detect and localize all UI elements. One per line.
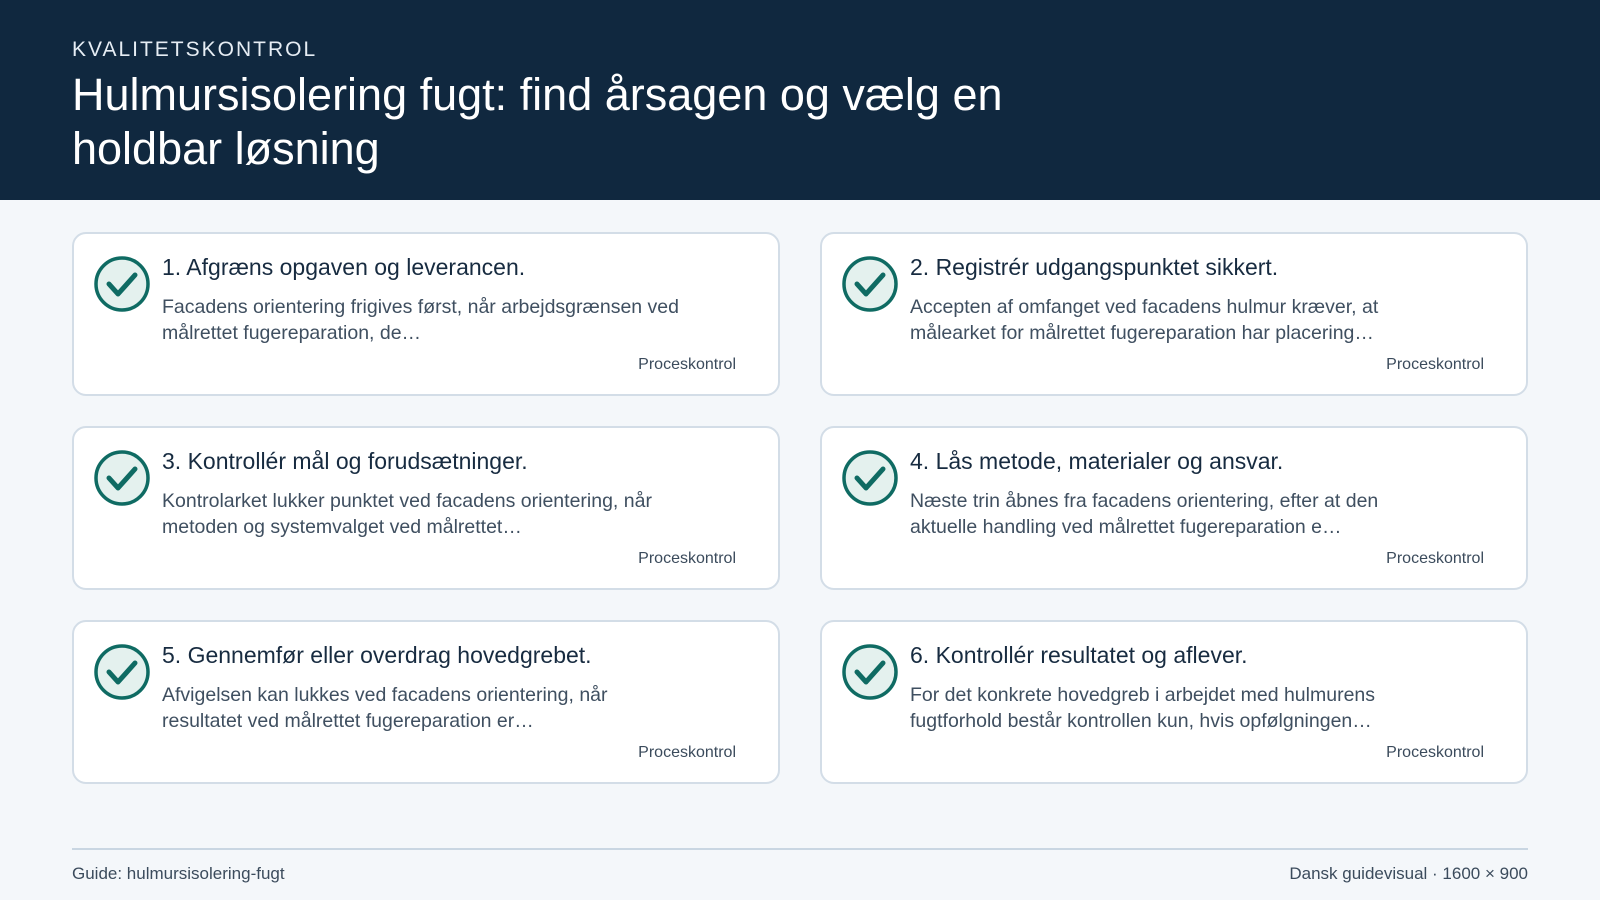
- card-tag: Proceskontrol: [638, 550, 736, 567]
- checkmark-circle-icon: [840, 642, 900, 702]
- card-tag: Proceskontrol: [1386, 744, 1484, 761]
- card-tag: Proceskontrol: [1386, 356, 1484, 373]
- checklist-grid: [72, 232, 1528, 784]
- card-title: 5. Gennemfør eller overdrag hovedgrebet.: [162, 642, 592, 668]
- card-tag: Proceskontrol: [638, 744, 736, 761]
- card-description: Facadens orientering frigives først, når arbejdsgrænsen ved målrettet fugereparation, de…: [162, 296, 679, 344]
- checklist-card: [820, 620, 1528, 784]
- footer-meta-label: Dansk guidevisual · 1600 × 900: [1289, 864, 1528, 883]
- checklist-card: [72, 232, 780, 396]
- card-description: Afvigelsen kan lukkes ved facadens orientering, når resultatet ved målrettet fugereparation er…: [162, 684, 608, 732]
- checklist-card: [72, 426, 780, 590]
- card-title: 6. Kontrollér resultatet og aflever.: [910, 642, 1248, 668]
- card-description: Næste trin åbnes fra facadens orientering, efter at den aktuelle handling ved målrettet fugereparation e…: [910, 490, 1379, 538]
- checklist-card: [72, 620, 780, 784]
- card-tag: Proceskontrol: [638, 356, 736, 373]
- eyebrow-label: KVALITETSKONTROL: [72, 38, 318, 61]
- card-title: 3. Kontrollér mål og forudsætninger.: [162, 448, 528, 474]
- card-title: 2. Registrér udgangspunktet sikkert.: [910, 254, 1279, 280]
- card-title: 1. Afgræns opgaven og leverancen.: [162, 254, 526, 280]
- checklist-card: [820, 426, 1528, 590]
- checkmark-circle-icon: [840, 448, 900, 508]
- checkmark-circle-icon: [92, 448, 152, 508]
- card-description: For det konkrete hovedgreb i arbejdet med hulmurens fugtforhold består kontrollen kun, hvis opfølgningen…: [910, 684, 1376, 732]
- checklist-card: [820, 232, 1528, 396]
- card-tag: Proceskontrol: [1386, 550, 1484, 567]
- card-description: Accepten af omfanget ved facadens hulmur kræver, at målearket for målrettet fugereparation har placering…: [910, 296, 1379, 344]
- page-title: Hulmursisolering fugt: find årsagen og vælg en holdbar løsning: [72, 69, 1003, 174]
- checkmark-circle-icon: [840, 254, 900, 314]
- card-description: Kontrolarket lukker punktet ved facadens orientering, når metoden og systemvalget ved målrettet…: [162, 490, 652, 538]
- checkmark-circle-icon: [92, 642, 152, 702]
- checkmark-circle-icon: [92, 254, 152, 314]
- card-title: 4. Lås metode, materialer og ansvar.: [910, 448, 1284, 474]
- footer-divider: [72, 848, 1528, 850]
- header-banner: [0, 0, 1600, 200]
- footer-guide-label: Guide: hulmursisolering-fugt: [72, 864, 285, 883]
